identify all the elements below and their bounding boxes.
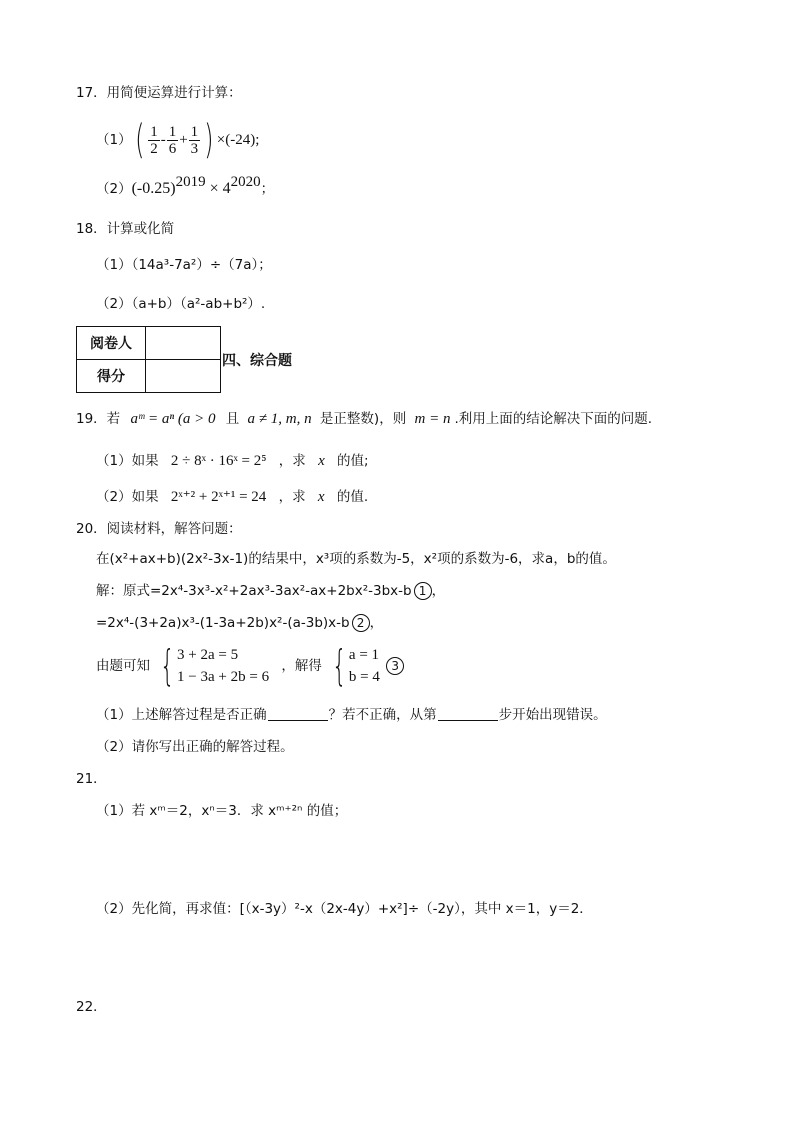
q17-part1: （1）( $\frac{1}{2}$ - $\frac{1}{6}$ + $\frac{1}{3}$ ) ×(-24); <box>96 117 260 163</box>
reviewer-label: 阅卷人 <box>77 327 146 360</box>
q19-p2-tail: 的值. <box>336 489 369 505</box>
q19-cond2-tail: 是正整数)，则 <box>319 411 407 427</box>
q19-part2 <box>96 488 368 506</box>
answer-blank[interactable] <box>268 706 328 721</box>
q17-title: 17．用简便运算进行计算： <box>76 85 242 101</box>
q20-derive-pre: 由题可知 <box>96 658 150 674</box>
q18-title: 18．计算或化简 <box>76 221 175 237</box>
q17-p1-label: （1） <box>96 132 132 148</box>
answer-blank[interactable] <box>438 706 498 721</box>
q18-part2: （2）（a+b）（a²-ab+b²）. <box>96 296 266 312</box>
section-heading: 四、综合题 <box>222 353 292 369</box>
q20-step1: 解：原式=2x⁴-3x³-x²+2ax³-3ax²-ax+2bx²-3bx-b 1 ， <box>96 583 446 599</box>
q19-p2-var: x <box>317 489 325 505</box>
q19-and: 且 <box>225 411 240 427</box>
score-table <box>76 326 221 393</box>
q19-part1 <box>96 452 369 470</box>
q20-q1-b: ？若不正确，从第 <box>328 707 437 723</box>
right-paren-icon: ) <box>204 117 214 163</box>
fraction: $\frac{1}{3}$ <box>190 124 199 158</box>
q17-p2-label: （2） <box>96 181 132 197</box>
fraction: $\frac{1}{6}$ <box>168 124 177 158</box>
q22-title: 22． <box>76 999 107 1015</box>
score-label: 得分 <box>77 360 146 393</box>
left-brace-icon: { <box>160 641 176 690</box>
q20-q1-a: （1）上述解答过程是否正确 <box>96 707 267 723</box>
q19-pre: 19．若 <box>76 411 121 427</box>
q19-p2-mid: ，求 <box>278 489 306 505</box>
q17-p2-end: ； <box>260 181 275 197</box>
q20-q1-c: 步开始出现错误。 <box>498 707 607 723</box>
q20-title: 20．阅读材料，解答问题： <box>76 521 242 537</box>
circled-number-icon: 3 <box>386 657 404 675</box>
reviewer-cell <box>146 327 221 360</box>
q20-step2-text: =2x⁴-(3+2a)x³-(1-3a+2b)x²-(a-3b)x-b <box>96 615 350 631</box>
q19-p1-tail: 的值; <box>337 453 369 469</box>
fraction: $\frac{1}{2}$ <box>150 124 158 158</box>
q21-part2: （2）先化简，再求值：[（x-3y）²-x（2x-4y）+x²]÷（-2y），其中 x＝1，y＝2． <box>96 901 593 917</box>
left-paren-icon: ( <box>134 117 145 163</box>
q20-material: 在(x²+ax+b)(2x²-3x-1)的结果中，x³项的系数为-5，x²项的系数为-6，求a，b的值。 <box>96 551 616 567</box>
q17-p2-mid: × 4 <box>205 180 231 197</box>
q20-question1 <box>96 706 607 724</box>
q20-solve-word: ，解得 <box>281 658 322 674</box>
q21-part1: （1）若 xᵐ＝2，xⁿ＝3．求 xᵐ⁺²ⁿ 的值； <box>96 803 348 819</box>
equation-system: 3 + 2a = 5 1 − 3a + 2b = 6 <box>177 647 270 685</box>
q19-title <box>76 410 652 428</box>
left-brace-icon: { <box>332 641 347 690</box>
circled-number-icon: 1 <box>414 582 432 600</box>
q17-p2-exp-a: 2019 <box>175 174 206 190</box>
q20-step3 <box>96 643 404 689</box>
score-cell <box>146 360 221 393</box>
q19-p2-equation: 2ˣ⁺² + 2ˣ⁺¹ = 24 <box>170 489 267 505</box>
q17-p1-tail: ×(-24); <box>216 132 260 148</box>
q19-p1-pre: （1）如果 <box>96 453 159 469</box>
q19-cond2: a ≠ 1, m, n <box>247 411 312 427</box>
q17-p2-exp-b: 2020 <box>230 174 261 190</box>
q20-step2: =2x⁴-(3+2a)x³-(1-3a+2b)x²-(a-3b)x-b 2 ， <box>96 615 384 631</box>
q20-step1-text: 解：原式=2x⁴-3x³-x²+2ax³-3ax²-ax+2bx²-3bx-b <box>96 583 412 599</box>
q19-tail: .利用上面的结论解决下面的问题. <box>454 411 653 427</box>
solution-system: a = 1 b = 4 <box>348 647 380 685</box>
q20-question2: （2）请你写出正确的解答过程。 <box>96 739 294 755</box>
circled-number-icon: 2 <box>352 614 370 632</box>
q19-p1-mid: ，求 <box>278 453 306 469</box>
q18-part1: （1）（14a³-7a²）÷（7a）； <box>96 257 272 273</box>
q17-p2-base: (-0.25) <box>131 180 176 197</box>
q21-title: 21． <box>76 771 107 787</box>
q19-p2-pre: （2）如果 <box>96 489 159 505</box>
q19-conclusion: m = n <box>414 411 451 427</box>
q19-p1-equation: 2 ÷ 8ˣ · 16ˣ = 2⁵ <box>170 453 267 469</box>
q17-part2 <box>96 174 275 198</box>
q19-p1-var: x <box>318 453 325 469</box>
q19-cond1: aᵐ = aⁿ (a > 0 <box>130 411 216 427</box>
